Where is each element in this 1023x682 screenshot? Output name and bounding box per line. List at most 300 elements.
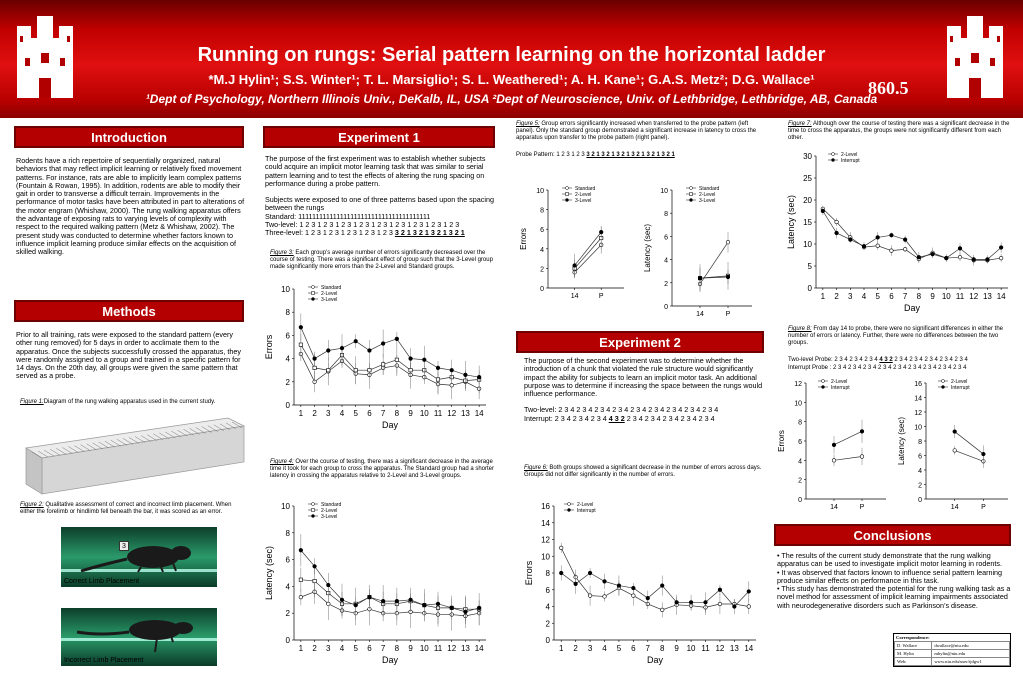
figure1-label: Figure 1: <box>20 399 44 405</box>
data-point <box>299 578 302 581</box>
data-point <box>326 602 330 606</box>
x-axis-label: Day <box>381 655 399 665</box>
figure6-text: Both groups showed a significant decrease in the number of errors across days. Groups did not differ significantly in the number of errors. <box>524 465 762 478</box>
y-tick-label: 14 <box>914 395 922 403</box>
poster-authors: *M.J Hylin¹; S.S. Winter¹; T. L. Marsiglio¹; S. L. Weathered¹; A. H. Kane¹; G.A.S. Metz²; D.G. Wallace¹ <box>208 72 815 87</box>
x-tick-label: 8 <box>916 292 922 301</box>
figure6-label: Figure 6: <box>524 465 548 471</box>
y-tick-label: 10 <box>914 424 922 432</box>
y-axis-label: Errors <box>524 560 534 586</box>
y-tick-label: 4 <box>540 246 544 254</box>
x-tick-label: 8 <box>394 644 400 653</box>
x-tick-label: 12 <box>447 644 457 653</box>
y-tick-label: 4 <box>545 602 550 612</box>
data-point <box>848 238 852 242</box>
figure8-latency-chart <box>896 375 1018 515</box>
contact-email[interactable]: dwallace@niu.edu <box>932 642 1010 650</box>
experiment2-two-level-pattern: Two-level: 2 3 4 2 3 4 2 3 4 2 3 4 2 3 4 2 3 4 2 3 4 2 3 4 2 3 4 <box>524 405 719 415</box>
y-tick-label: 14 <box>541 518 550 528</box>
methods-heading: Methods <box>14 300 244 322</box>
data-point <box>726 240 730 244</box>
figure5-errors-chart <box>516 180 636 324</box>
correct-limb-photo <box>61 527 217 587</box>
x-tick-label: 10 <box>419 409 429 418</box>
data-point <box>675 601 679 605</box>
data-point <box>313 565 317 569</box>
probe2-seq-a: Two-level Probe: 2 3 4 2 3 4 2 3 4 <box>788 357 880 363</box>
y-tick-label: 8 <box>540 207 544 215</box>
y-tick-label: 4 <box>798 458 802 466</box>
data-point <box>876 244 880 248</box>
x-tick-label: 8 <box>394 409 400 418</box>
y-tick-label: 8 <box>545 569 550 578</box>
data-point <box>917 255 921 259</box>
data-point <box>574 582 578 586</box>
data-point <box>299 595 303 599</box>
figure7-chart <box>776 148 1016 324</box>
contact-name: D. Wallace <box>895 642 932 650</box>
data-point <box>903 238 907 242</box>
figure6-caption <box>524 465 764 479</box>
data-point <box>299 548 303 552</box>
interrupt-seq-a: Interrupt: 2 3 4 2 3 4 2 3 4 <box>524 413 609 423</box>
x-axis-label: Day <box>903 303 921 313</box>
x-tick-label: 9 <box>408 409 413 418</box>
y-tick-label: 16 <box>914 381 922 388</box>
y-tick-label: 2 <box>285 377 290 387</box>
legend-marker <box>568 503 571 506</box>
probe-pattern <box>516 152 766 159</box>
correct-limb-label: Correct Limb Placement <box>64 578 140 585</box>
x-tick-label: 3 <box>848 292 853 301</box>
figure4-text: Over the course of testing, there was a significant decrease in the average time it took for each group to cross the apparatus. The Standard group had a shorter latency in crossing the apparatus relative to 2-Level and 3-Level groups. <box>270 459 495 479</box>
x-tick-label: 5 <box>353 644 358 653</box>
contact-email[interactable]: mhylin@niu.edu <box>932 650 1010 658</box>
y-axis-label: Errors <box>264 334 274 360</box>
x-tick-label: P <box>859 504 865 511</box>
data-point <box>395 337 399 341</box>
data-point <box>835 231 839 235</box>
y-axis-label: Errors <box>519 228 528 250</box>
x-tick-label: 2 <box>312 644 317 653</box>
x-tick-label: 11 <box>433 409 443 418</box>
series-line <box>561 548 749 610</box>
data-point <box>632 594 636 598</box>
figure5-caption <box>516 121 764 142</box>
series-line <box>575 238 602 268</box>
y-tick-label: 5 <box>807 262 812 271</box>
series-line <box>955 450 984 461</box>
x-tick-label: 1 <box>298 644 304 653</box>
data-point <box>436 366 440 370</box>
data-point <box>862 244 866 248</box>
x-tick-label: 7 <box>380 644 386 653</box>
probe2-seq-c: 2 3 4 2 3 4 2 3 4 2 3 4 2 3 4 <box>892 357 968 363</box>
data-point <box>999 246 1003 250</box>
poster-number: 860.5 <box>868 78 909 98</box>
incorrect-limb-label: Incorrect Limb Placement <box>64 657 144 664</box>
data-point <box>860 430 864 434</box>
y-tick-label: 10 <box>541 552 550 562</box>
experiment1-patterns-intro: Subjects were exposed to one of three patterns based upon the spacing between the rungs <box>265 195 494 213</box>
legend-label: 3-Level <box>321 514 338 520</box>
data-point <box>327 369 330 372</box>
x-tick-label: 14 <box>950 504 959 511</box>
y-tick-label: 8 <box>285 308 290 318</box>
x-tick-label: 14 <box>830 504 838 511</box>
y-tick-label: 2 <box>540 266 544 274</box>
legend-label: 3-Level <box>321 297 338 303</box>
y-tick-label: 4 <box>285 354 290 364</box>
data-point <box>931 252 935 256</box>
interrupt-seq-c: 2 3 4 2 3 4 2 3 4 2 3 4 2 3 4 <box>624 413 715 423</box>
data-point <box>718 602 722 606</box>
data-point <box>953 449 957 453</box>
y-tick-label: 15 <box>803 218 812 227</box>
figure3-chart <box>258 281 498 457</box>
figure2-caption <box>20 502 245 516</box>
three-level-chunk: 3 2 1 3 2 1 3 2 1 3 2 1 <box>394 228 465 238</box>
ladder-apparatus-diagram <box>18 410 248 498</box>
x-tick-label: 6 <box>367 409 372 418</box>
y-tick-label: 6 <box>285 331 290 341</box>
data-point <box>660 608 664 612</box>
y-tick-label: 10 <box>536 188 544 195</box>
data-point <box>982 452 986 456</box>
data-point <box>354 603 358 607</box>
x-tick-label: 1 <box>820 292 826 301</box>
legend-label: Standard <box>321 502 342 508</box>
data-point <box>733 605 737 609</box>
contact-row <box>895 650 1010 658</box>
data-point <box>368 369 371 372</box>
legend-label: Standard <box>575 186 596 192</box>
y-tick-label: 12 <box>794 381 802 388</box>
data-point <box>368 595 372 599</box>
x-axis-label: Day <box>381 420 399 430</box>
data-point <box>890 233 894 237</box>
x-tick-label: 14 <box>570 293 579 300</box>
data-point <box>464 373 468 377</box>
probe-pattern-seq: Probe Pattern: 1 2 3 1 2 3 <box>516 152 587 158</box>
x-tick-label: 6 <box>367 644 372 653</box>
contact-name: M. Hylin <box>895 650 932 658</box>
legend-marker <box>312 515 315 518</box>
interrupt-chunk: 4 3 2 <box>608 413 625 423</box>
x-tick-label: P <box>598 293 604 300</box>
x-tick-label: 2 <box>312 409 317 418</box>
experiment1-heading: Experiment 1 <box>263 126 495 148</box>
y-tick-label: 6 <box>540 227 544 235</box>
legend-label: Interrupt <box>577 508 596 514</box>
data-point <box>395 599 399 603</box>
y-axis-label: Latency (sec) <box>643 223 652 273</box>
data-point <box>381 363 384 366</box>
probe2-two-level <box>788 357 1018 364</box>
x-tick-label: 9 <box>930 292 935 301</box>
figure7-label: Figure 7: <box>788 121 812 127</box>
data-point <box>646 596 650 600</box>
y-axis-label: Latency (sec) <box>264 545 274 601</box>
y-tick-label: 6 <box>918 453 922 461</box>
legend-label: 2-Level <box>699 192 716 198</box>
x-tick-label: P <box>981 504 986 511</box>
data-point <box>958 247 962 251</box>
y-tick-label: 20 <box>803 196 812 205</box>
data-point <box>409 598 413 602</box>
y-tick-label: 6 <box>545 585 550 595</box>
y-tick-label: 2 <box>664 280 668 288</box>
x-tick-label: 13 <box>460 644 470 653</box>
methods-text: Prior to all training, rats were exposed to the standard pattern (every other rung removed) for 5 days in order to acclimate them to the apparatus. Once the subjects successfully crossed the apparatus, they were randomly assigned to a group and trained in a specific pattern for 14 days. On the 20th day, all groups were given the same pattern that served as a probe. <box>16 330 241 381</box>
data-point <box>747 605 751 609</box>
data-point <box>660 584 664 588</box>
x-tick-label: 11 <box>955 292 965 301</box>
data-point <box>354 339 358 343</box>
y-tick-label: 0 <box>807 284 812 293</box>
experiment2-text <box>524 357 764 423</box>
x-tick-label: 6 <box>631 644 636 653</box>
x-tick-label: 3 <box>326 409 331 418</box>
legend-marker <box>822 386 825 389</box>
figure8-caption <box>788 326 1013 347</box>
x-tick-label: 7 <box>380 409 386 418</box>
data-point <box>450 606 454 610</box>
correspondence-box <box>893 633 1011 667</box>
data-point <box>999 256 1003 260</box>
data-point <box>972 258 976 262</box>
data-point <box>876 236 880 240</box>
legend-marker <box>690 187 693 190</box>
x-tick-label: 10 <box>686 644 696 653</box>
legend-label: Interrupt <box>831 385 850 391</box>
data-point <box>559 571 563 575</box>
probe-pattern-chunk: 3 2 1 3 2 1 3 2 1 3 2 1 3 2 1 3 2 1 <box>586 152 675 158</box>
y-tick-label: 4 <box>664 257 668 265</box>
data-point <box>958 255 962 259</box>
data-point <box>368 349 372 353</box>
data-point <box>698 276 702 280</box>
y-tick-label: 10 <box>660 188 668 195</box>
x-tick-label: 14 <box>474 409 484 418</box>
y-tick-label: 10 <box>803 240 812 249</box>
y-tick-label: 0 <box>918 497 922 504</box>
data-point <box>313 579 316 582</box>
experiment1-text <box>265 155 495 238</box>
data-point <box>422 358 426 362</box>
figure1-text: Diagram of the rung walking apparatus used in the current study. <box>43 399 216 405</box>
data-point <box>726 275 730 279</box>
x-tick-label: 10 <box>941 292 951 301</box>
x-tick-label: 5 <box>353 409 358 418</box>
conclusion-1: • The results of the current study demonstrate that the rung walking apparatus can be used to investigate implicit motor learning in rodents. <box>777 551 1002 569</box>
x-tick-label: 12 <box>715 644 725 653</box>
correspondence-table <box>894 641 1010 666</box>
legend-marker <box>832 159 835 162</box>
legend-marker <box>566 193 569 196</box>
x-tick-label: 4 <box>339 644 345 653</box>
legend-label: 2-Level <box>951 379 968 385</box>
series-line <box>823 209 1001 260</box>
x-tick-label: 12 <box>447 409 457 418</box>
figure2-text: Qualitative assessment of correct and incorrect limb placement. When either the forelimb or hindlimb fell beneath the bar, it was scored as an error. <box>20 502 232 515</box>
x-tick-label: 8 <box>659 644 665 653</box>
conclusions-heading: Conclusions <box>774 524 1011 546</box>
data-point <box>409 357 413 361</box>
experiment2-interrupt-pattern <box>524 415 764 423</box>
x-tick-label: 13 <box>982 292 992 301</box>
y-tick-label: 2 <box>918 482 922 490</box>
legend-label: Interrupt <box>841 158 860 164</box>
y-tick-label: 12 <box>914 410 922 417</box>
data-point <box>299 343 302 346</box>
correspondence-title: Correspondence: <box>896 635 930 640</box>
x-tick-label: 1 <box>298 409 304 418</box>
legend-marker <box>312 292 315 295</box>
x-axis-label: Day <box>646 655 664 665</box>
y-tick-label: 10 <box>281 502 290 511</box>
experiment1-purpose: The purpose of the first experiment was to establish whether subjects could acquire an implicit motor learning task that was similar to serial pattern learning and to test the effects of altering the rung spacing on performance during a probe pattern. <box>265 154 486 188</box>
data-point <box>436 378 439 381</box>
x-tick-label: 12 <box>969 292 979 301</box>
three-level-seq: Three-level: 1 2 3 1 2 3 1 2 3 1 2 3 1 2 3 <box>265 228 395 238</box>
legend-marker <box>566 187 569 190</box>
legend-label: 3-Level <box>575 198 592 204</box>
incorrect-limb-photo <box>61 608 217 666</box>
legend-marker <box>568 509 571 512</box>
figure5-label: Figure 5: <box>516 121 540 127</box>
x-tick-label: 3 <box>326 644 331 653</box>
data-point <box>603 580 607 584</box>
legend-label: 3-Level <box>699 198 716 204</box>
figure8-errors-chart <box>776 375 894 515</box>
legend-marker <box>312 298 315 301</box>
data-point <box>354 369 357 372</box>
x-tick-label: 10 <box>419 644 429 653</box>
x-tick-label: 14 <box>744 644 754 653</box>
poster-header <box>0 0 1023 118</box>
y-axis-label: Latency (sec) <box>897 416 906 466</box>
x-tick-label: 14 <box>474 644 484 653</box>
y-tick-label: 12 <box>541 535 550 545</box>
data-point <box>340 598 344 602</box>
y-tick-label: 8 <box>798 419 802 427</box>
data-point <box>603 595 607 599</box>
series-line <box>834 456 862 460</box>
x-tick-label: 2 <box>834 292 839 301</box>
y-tick-label: 2 <box>545 619 550 629</box>
figure2-label: Figure 2: <box>20 502 44 508</box>
data-point <box>559 546 563 550</box>
data-point <box>704 601 708 605</box>
x-tick-label: 5 <box>875 292 880 301</box>
data-point <box>588 594 592 598</box>
data-point <box>890 249 894 253</box>
data-point <box>326 583 330 587</box>
legend-label: 2-Level <box>321 508 338 514</box>
x-tick-label: 2 <box>573 644 578 653</box>
x-tick-label: 11 <box>701 644 710 653</box>
data-point <box>313 357 317 361</box>
data-point <box>313 366 316 369</box>
y-tick-label: 8 <box>664 211 668 219</box>
contact-name: Web: <box>895 658 932 666</box>
data-point <box>903 247 907 251</box>
legend-marker <box>690 193 693 196</box>
y-tick-label: 30 <box>803 152 812 161</box>
legend-marker <box>312 503 315 506</box>
y-tick-label: 0 <box>664 304 668 311</box>
contact-row <box>895 658 1010 666</box>
data-point <box>632 586 636 590</box>
series-line <box>834 431 862 445</box>
data-point <box>381 599 385 603</box>
data-point <box>689 601 693 605</box>
introduction-text: Rodents have a rich repertoire of sequentially organized, natural behaviors that may reflect implicit learning or relatively fixed movement patterns. For instance, rats are able to implicitly learn complex patterns (Fountain & Rowan, 1995). In addition, rodents are able to modify their gait in order to transverse a difficult terrain. Improvements in the performance of motor tasks have been attributed in part to alterations of the motor engram (Whishaw, 2000). The rung walking apparatus offers the advantage of exposing rats to varying levels of complexity with respect to the required walking pattern (Metz & Whishaw, 2002). The present study was conducted to determine whether factors known to influence implicit learning produce similar effects on the acquisition of skilled walking. <box>16 156 245 257</box>
figure8-text: From day 14 to probe, there were no significant differences in either the number of errors or latency. Further, there were no differences between the two groups. <box>788 326 1004 346</box>
data-point <box>953 430 957 434</box>
figure6-chart <box>516 498 766 676</box>
figure3-caption <box>270 250 495 271</box>
data-point <box>821 209 825 213</box>
legend-label: 2-Level <box>577 502 594 508</box>
y-tick-label: 0 <box>540 286 544 293</box>
x-tick-label: 4 <box>602 644 607 653</box>
probe2-interrupt: Interrupt Probe : 2 3 4 2 3 4 2 3 4 2 3 4 2 3 4 2 3 4 2 3 4 2 3 4 2 3 4 <box>788 365 967 371</box>
experiment1-two-level-pattern: Two-level: 1 2 3 1 2 3 1 2 3 1 2 3 1 2 3 1 2 3 1 2 3 1 2 3 1 2 3 <box>265 220 460 230</box>
y-tick-label: 4 <box>285 582 290 592</box>
x-tick-label: 1 <box>558 644 564 653</box>
x-tick-label: 13 <box>729 644 739 653</box>
series-line <box>823 211 1001 259</box>
figure3-label: Figure 3: <box>270 250 294 256</box>
y-axis-label: Latency (sec) <box>786 194 796 250</box>
y-tick-label: 8 <box>285 528 290 538</box>
data-point <box>381 342 385 346</box>
placement-badge: 3 <box>119 541 129 551</box>
legend-marker <box>312 286 315 289</box>
figure8-label: Figure 8: <box>788 326 812 332</box>
legend-marker <box>312 509 315 512</box>
legend-label: 2-Level <box>841 152 858 158</box>
legend-marker <box>566 199 569 202</box>
figure3-text: Each group’s average number of errors significantly decreased over the course of testing. There was a significant effect of group such that the 3-Level group made significantly more errors than the 2-Level and Standard groups. <box>270 250 493 270</box>
x-tick-label: 9 <box>674 644 679 653</box>
figure4-chart <box>258 498 498 676</box>
contact-row <box>895 642 1010 650</box>
y-tick-label: 6 <box>664 234 668 242</box>
contact-web[interactable]: www.niu.edu/user/tjdgw1 <box>932 658 1010 666</box>
data-point <box>573 264 577 268</box>
y-tick-label: 0 <box>285 401 290 410</box>
conclusion-3: • This study has demonstrated the potential for the rung walking task as a novel method for assessment of implicit learning impairments associated with neurodegenerative disorders such as Parkinson’s disease. <box>777 584 1011 610</box>
y-tick-label: 6 <box>285 555 290 565</box>
series-line <box>955 432 984 454</box>
legend-label: Interrupt <box>951 385 970 391</box>
x-tick-label: 9 <box>408 644 413 653</box>
x-tick-label: 5 <box>616 644 622 653</box>
data-point <box>299 325 303 329</box>
data-point <box>395 358 398 361</box>
y-tick-label: 4 <box>918 468 922 475</box>
conclusion-2: • It was observed that factors known to influence serial pattern learning produce similar effects on performance in this task. <box>777 567 1003 585</box>
legend-marker <box>942 380 945 383</box>
poster-title: Running on rungs: Serial pattern learning on the horizontal ladder <box>197 44 826 66</box>
data-point <box>832 443 836 447</box>
y-tick-label: 16 <box>541 502 550 511</box>
y-tick-label: 2 <box>798 477 802 485</box>
data-point <box>617 584 621 588</box>
